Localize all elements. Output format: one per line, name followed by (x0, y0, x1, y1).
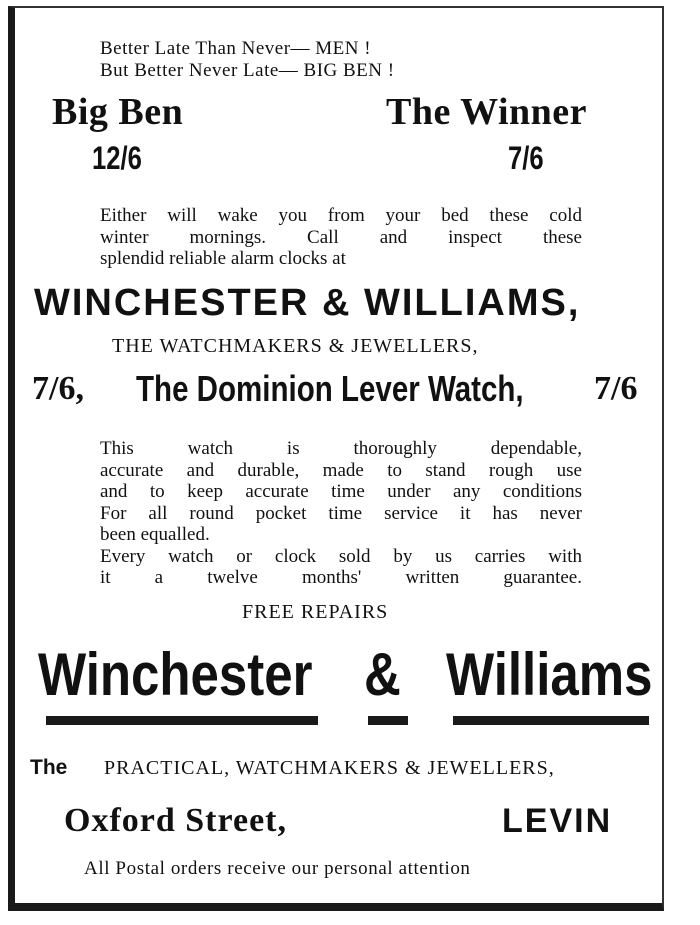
firm-headline: WINCHESTER & WILLIAMS, (34, 282, 581, 324)
product-price-the-winner: 7/6 (508, 140, 544, 176)
watch-price-right: 7/6 (594, 370, 638, 407)
description-line: accurate and durable, made to stand rough use (100, 459, 582, 481)
description-line: For all round pocket time service it has never (100, 502, 582, 524)
product-price-big-ben: 12/6 (92, 140, 142, 176)
big-name-ampersand: & (364, 641, 401, 708)
intro-line: Either will wake you from your bed these cold (100, 205, 582, 226)
intro-line: winter mornings. Call and inspect these (100, 226, 582, 248)
underline-bar-right (453, 716, 649, 725)
slogan-line-2: But Better Never Late— BIG BEN ! (100, 60, 395, 81)
underline-bar-left (46, 716, 318, 725)
watch-title: The Dominion Lever Watch, (136, 368, 524, 409)
slogan-line-1: Better Late Than Never— MEN ! (100, 38, 372, 59)
product-name-the-winner: The Winner (386, 91, 588, 133)
tagline-practical: PRACTICAL, WATCHMAKERS & JEWELLERS, (104, 757, 555, 779)
address-town: LEVIN (502, 802, 613, 840)
address-street: Oxford Street, (64, 802, 287, 839)
description-line: and to keep accurate time under any conditions (100, 481, 582, 502)
description-line: Every watch or clock sold by us carries with (100, 545, 582, 567)
description-line: been equalled. (100, 524, 210, 545)
firm-subheading: THE WATCHMAKERS & JEWELLERS, (112, 335, 479, 357)
product-name-big-ben: Big Ben (52, 91, 184, 133)
footer-note: All Postal orders receive our personal attention (84, 858, 471, 879)
intro-line: splendid reliable alarm clocks at (100, 248, 346, 269)
description-line: it a twelve months' written guarantee. (100, 567, 582, 588)
watch-description (100, 438, 582, 589)
intro-paragraph (100, 205, 582, 270)
tagline-the: The (30, 756, 68, 779)
free-repairs: FREE REPAIRS (242, 601, 389, 623)
big-name-williams: Williams (446, 641, 653, 708)
description-line: This watch is thoroughly dependable, (100, 438, 582, 459)
watch-price-left: 7/6, (32, 370, 84, 407)
big-name-winchester: Winchester (38, 641, 313, 708)
underline-bar-middle (368, 716, 408, 725)
